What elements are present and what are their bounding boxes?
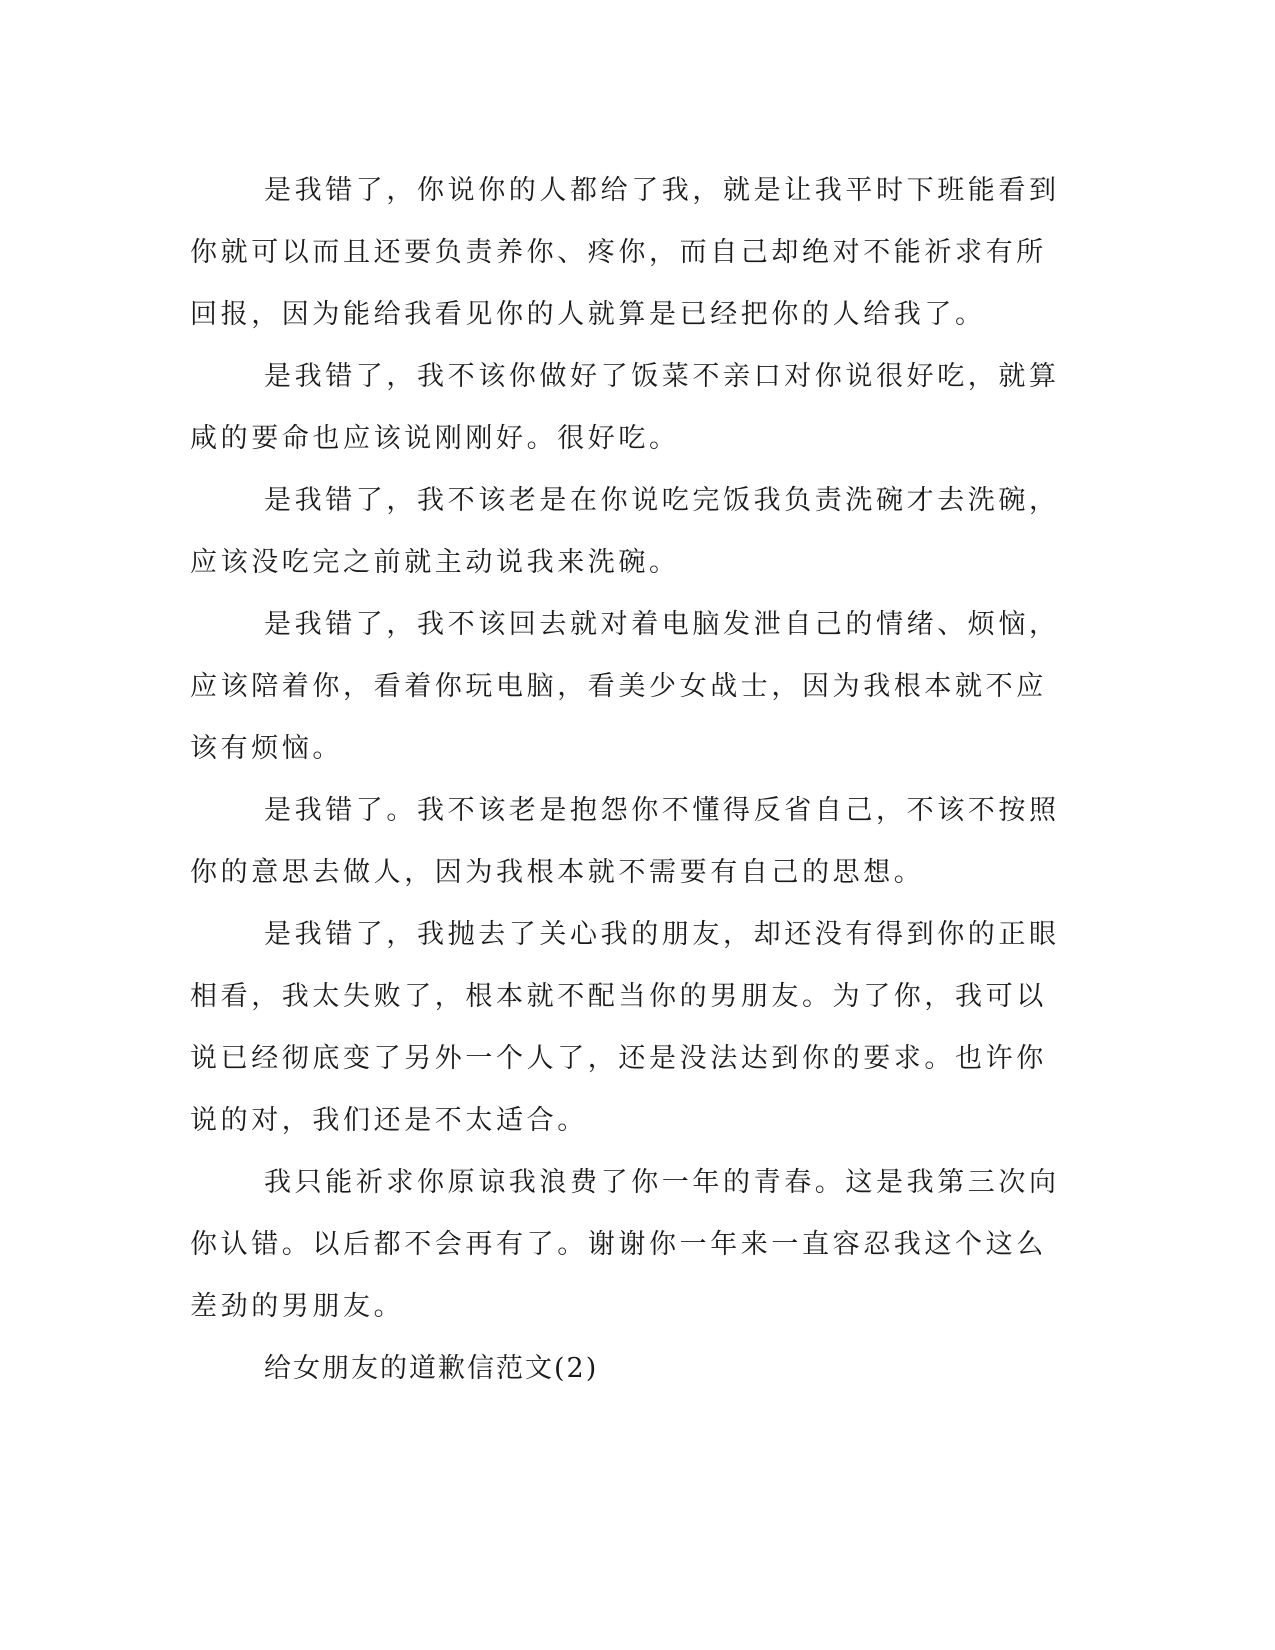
- paragraph-2: 是我错了，我不该你做好了饭菜不亲口对你说很好吃，就算咸的要命也应该说刚刚好。很好吃。: [190, 361, 1060, 454]
- paragraph-1: 是我错了，你说你的人都给了我，就是让我平时下班能看到你就可以而且还要负责养你、疼你，而自己却绝对不能祈求有所回报，因为能给我看见你的人就算是已经把你的人给我了。: [190, 175, 1060, 330]
- paragraph-4: 是我错了，我不该回去就对着电脑发泄自己的情绪、烦恼，应该陪着你，看着你玩电脑，看美少女战士，因为我根本就不应该有烦恼。: [190, 609, 1060, 764]
- paragraph-5: 是我错了。我不该老是抱怨你不懂得反省自己，不该不按照你的意思去做人，因为我根本就不需要有自己的思想。: [190, 795, 1060, 888]
- document-body: [190, 160, 1070, 1400]
- paragraph-7: 我只能祈求你原谅我浪费了你一年的青春。这是我第三次向你认错。以后都不会再有了。谢谢你一年来一直容忍我这个这么差劲的男朋友。: [190, 1167, 1060, 1322]
- paragraph-3: 是我错了，我不该老是在你说吃完饭我负责洗碗才去洗碗，应该没吃完之前就主动说我来洗碗。: [190, 485, 1060, 578]
- section-heading: 给女朋友的道歉信范文(2): [264, 1353, 599, 1384]
- paragraph-6: 是我错了，我抛去了关心我的朋友，却还没有得到你的正眼相看，我太失败了，根本就不配当你的男朋友。为了你，我可以说已经彻底变了另外一个人了，还是没法达到你的要求。也许你说的对，我们还是不太适合。: [190, 919, 1060, 1136]
